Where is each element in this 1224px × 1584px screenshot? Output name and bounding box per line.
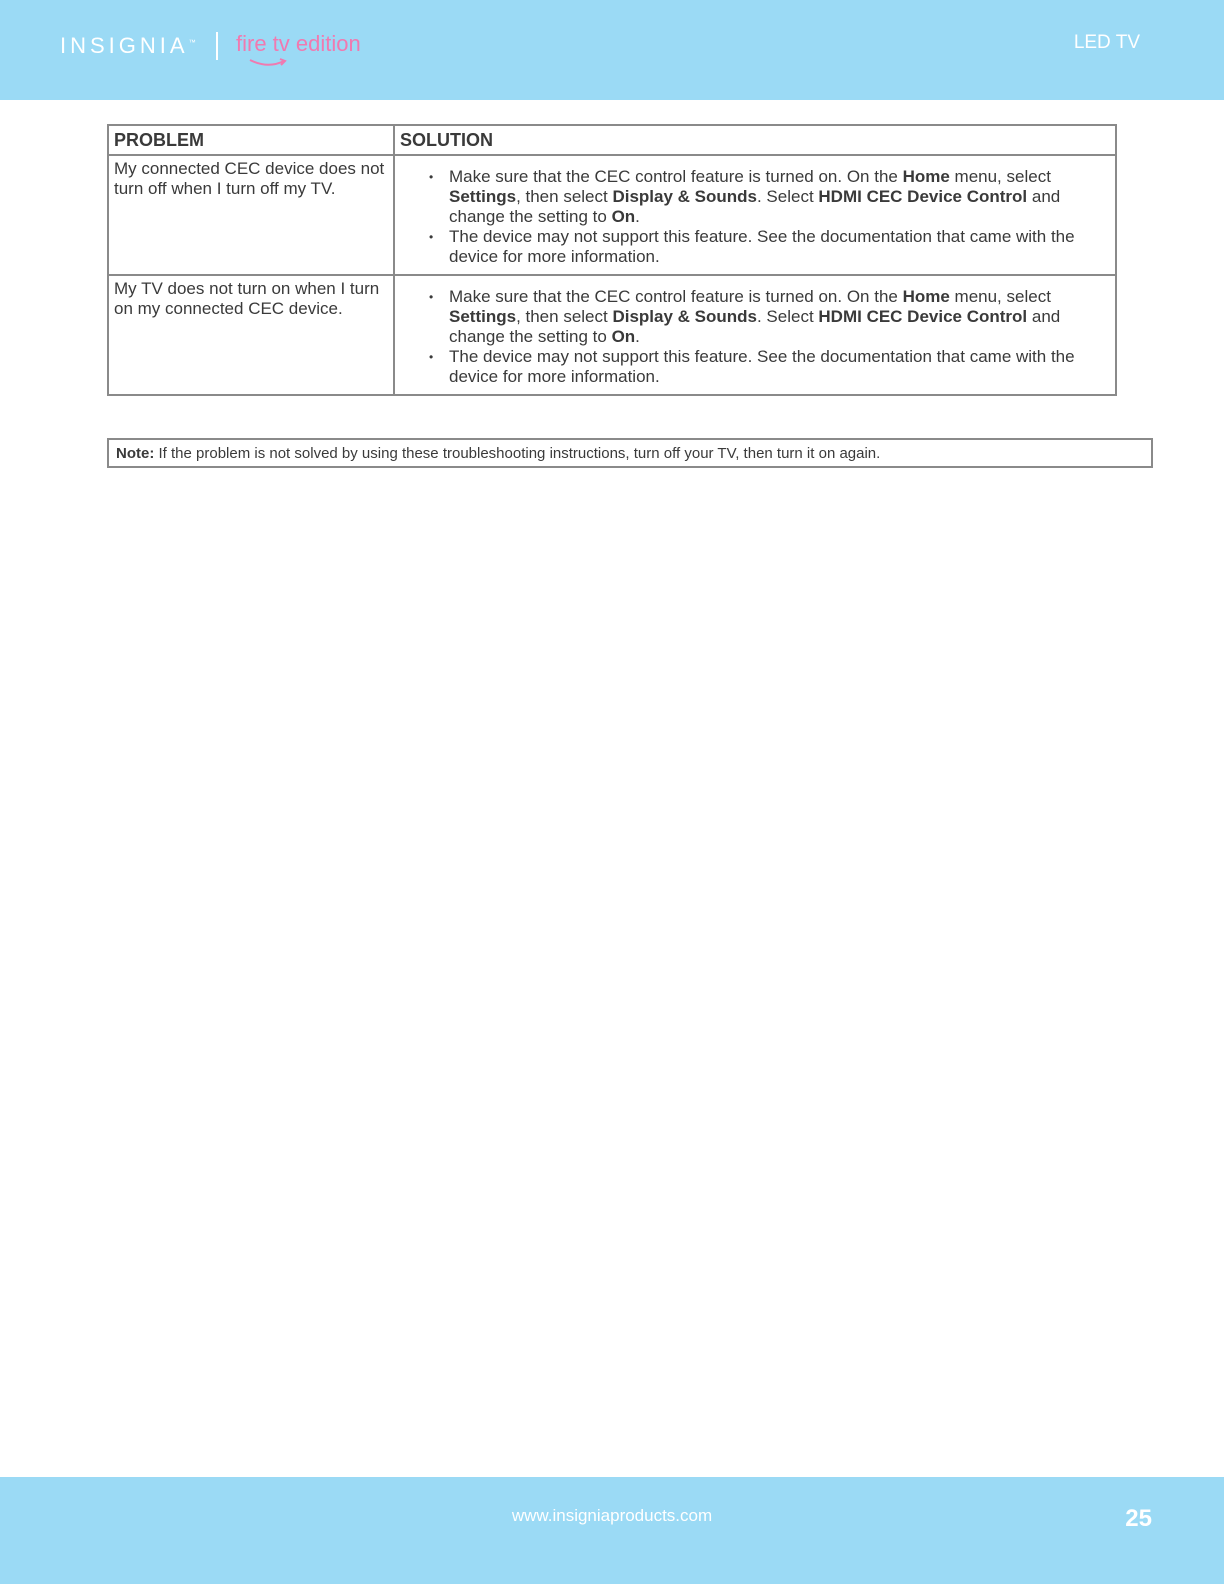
smile-arrow-icon — [248, 58, 288, 68]
solution-list — [429, 167, 1111, 267]
ui-term: Settings — [449, 187, 517, 206]
solution-run: The device may not support this feature. See the documentation that came with the device for more information. — [449, 347, 1075, 386]
bullet-icon: • — [429, 350, 434, 364]
website-link[interactable]: www.insigniaproducts.com — [511, 1506, 713, 1525]
solution-text — [449, 227, 1075, 266]
solution-run: Make sure that the CEC control feature is turned on. On the — [449, 287, 903, 306]
solution-run: Make sure that the CEC control feature is turned on. On the — [449, 167, 903, 186]
solution-run: and change the setting to — [449, 187, 1061, 226]
brand-trademark: ™ — [188, 39, 196, 47]
brand-logo — [60, 33, 196, 59]
note-box — [107, 438, 1153, 468]
troubleshooting-table — [107, 124, 1117, 396]
solution-run: , then select — [516, 307, 613, 326]
solution-text — [449, 347, 1075, 386]
solution-run: and change the setting to — [449, 307, 1061, 346]
solution-item — [429, 167, 1111, 227]
problem-cell: My TV does not turn on when I turn on my connected CEC device. — [108, 275, 394, 395]
solution-run: . Select — [756, 307, 819, 326]
solution-run: , then select — [516, 187, 613, 206]
ui-term: Settings — [449, 307, 517, 326]
solution-cell — [394, 275, 1116, 395]
page-header — [0, 0, 1224, 100]
solution-run: menu, select — [949, 287, 1051, 306]
ui-term: Home — [902, 287, 950, 306]
problem-cell: My connected CEC device does not turn off when I turn off my TV. — [108, 155, 394, 275]
solution-item — [429, 287, 1111, 347]
ui-term: HDMI CEC Device Control — [818, 307, 1028, 326]
solution-list — [429, 287, 1111, 387]
solution-text — [449, 287, 1060, 346]
bullet-icon: • — [429, 170, 434, 184]
solution-column-header: SOLUTION — [394, 125, 1116, 155]
problem-column-header: PROBLEM — [108, 125, 394, 155]
solution-run: The device may not support this feature. See the documentation that came with the device for more information. — [449, 227, 1075, 266]
ui-term: HDMI CEC Device Control — [818, 187, 1028, 206]
sub-brand-logo: fire tv edition — [236, 31, 361, 56]
solution-cell — [394, 155, 1116, 275]
ui-term: Home — [902, 167, 950, 186]
table-header-row — [108, 125, 1116, 155]
bullet-icon: • — [429, 290, 434, 304]
ui-term: On — [611, 327, 636, 346]
note-label: Note: — [116, 445, 155, 462]
brand-name: INSIGNIA — [60, 33, 189, 58]
solution-run: . — [635, 207, 640, 226]
solution-text — [449, 167, 1060, 226]
product-label: LED TV — [1073, 32, 1140, 53]
solution-item — [429, 347, 1111, 387]
solution-run: . Select — [756, 187, 819, 206]
solution-run: menu, select — [949, 167, 1051, 186]
page-number: 25 — [1125, 1505, 1152, 1532]
ui-term: On — [611, 207, 636, 226]
note-text: If the problem is not solved by using these troubleshooting instructions, turn off your TV, then turn it on again. — [154, 445, 881, 462]
solution-item — [429, 227, 1111, 267]
solution-run: . — [635, 327, 640, 346]
brand-divider — [216, 32, 218, 60]
table-row — [108, 275, 1116, 395]
table-row — [108, 155, 1116, 275]
ui-term: Display & Sounds — [612, 307, 757, 326]
ui-term: Display & Sounds — [612, 187, 757, 206]
page-footer — [0, 1477, 1224, 1584]
bullet-icon: • — [429, 230, 434, 244]
